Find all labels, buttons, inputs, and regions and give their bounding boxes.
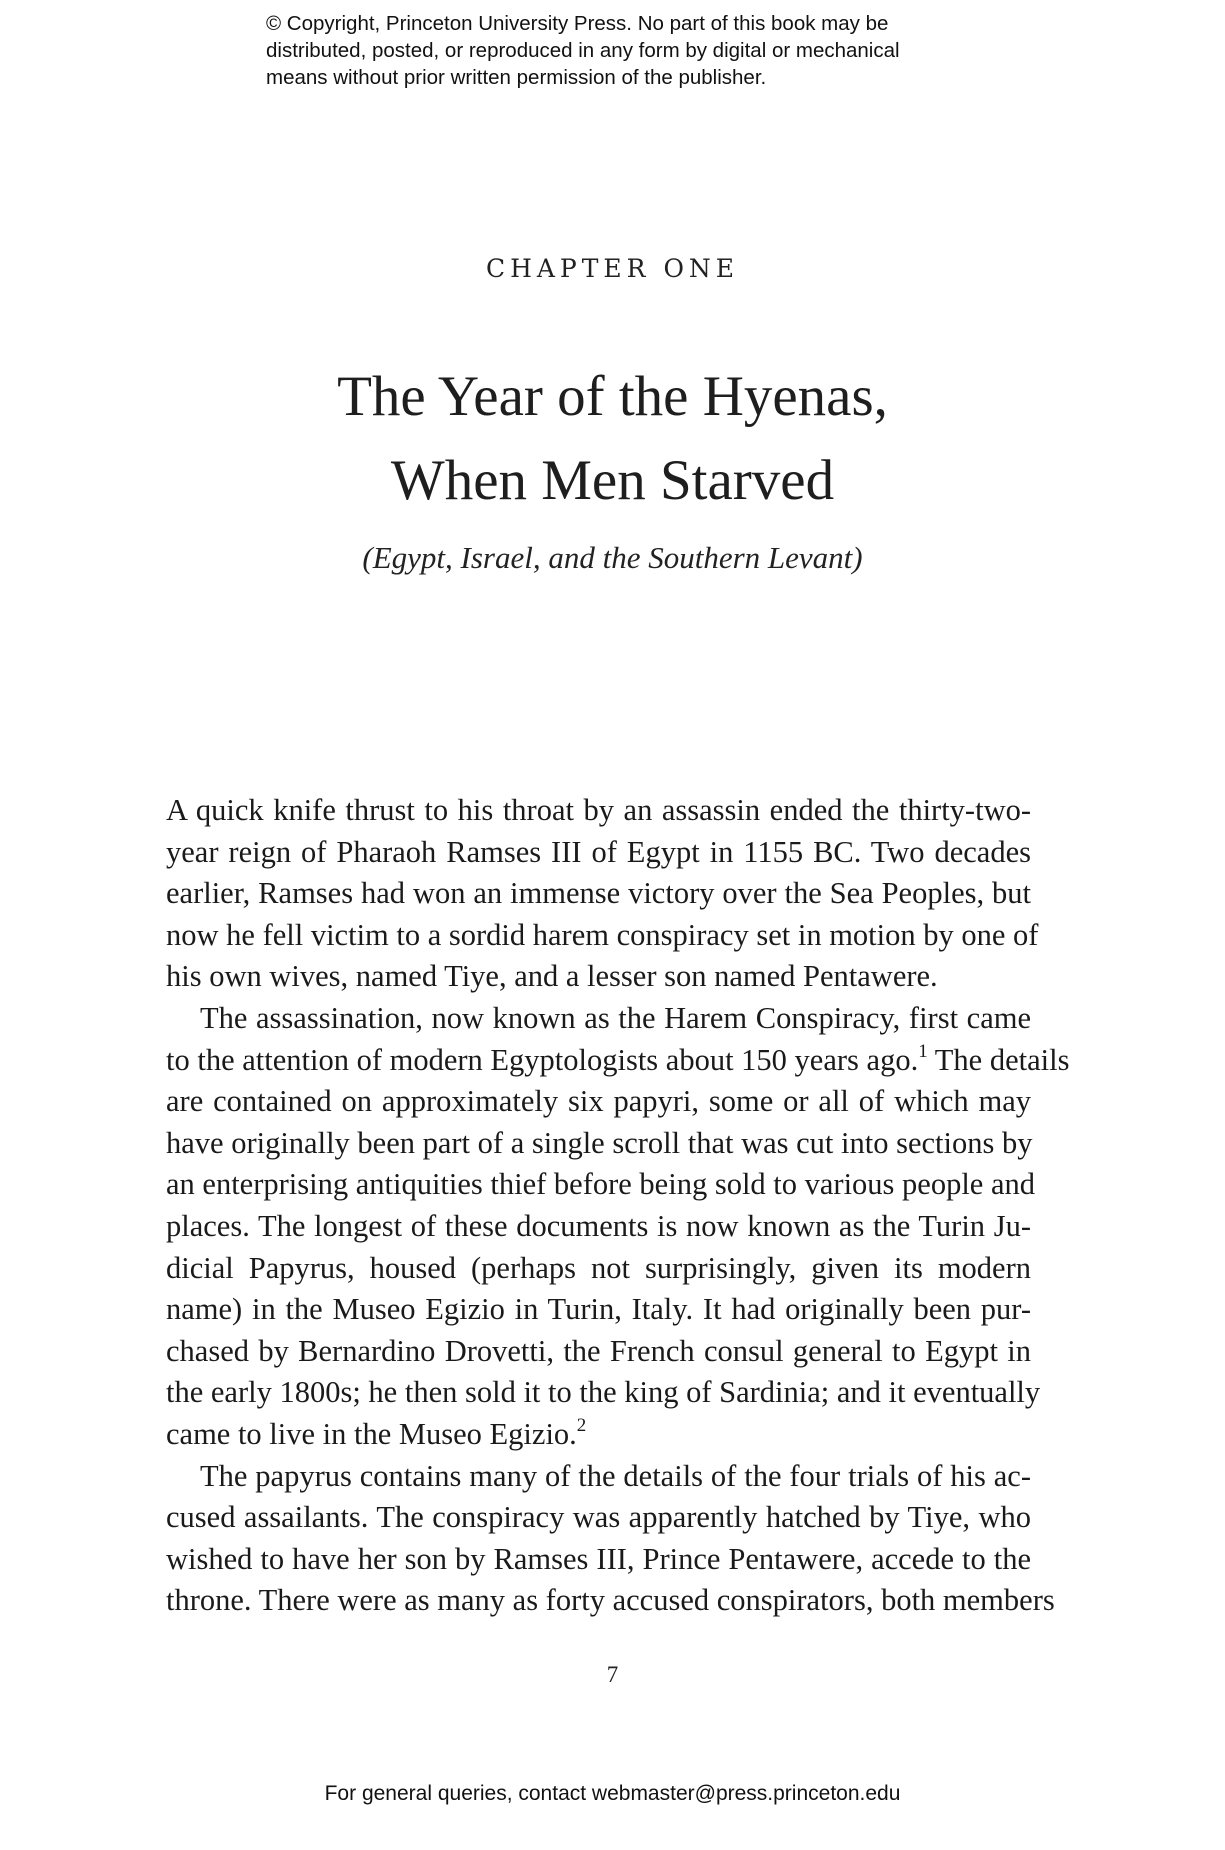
footnote-marker: 2	[576, 1414, 587, 1436]
chapter-title	[0, 355, 1225, 523]
text-line: an enterprising antiquities thief before being sold to various people and	[166, 1167, 1036, 1202]
page-number: 7	[606, 1662, 619, 1687]
text-line	[166, 1414, 1031, 1456]
text-line: A quick knife thrust to his throat by an assassin ended the thirty-two-	[166, 793, 1031, 827]
text-line: year reign of Pharaoh Ramses III of Egypt in 1155 BC. Two decades	[166, 834, 1031, 869]
chapter-title-line: When Men Starved	[390, 449, 835, 512]
chapter-title-line: The Year of the Hyenas,	[337, 365, 888, 428]
footnote-marker: 1	[918, 1040, 928, 1062]
text-segment: The details	[927, 1042, 1070, 1077]
text-line: have originally been part of a single scroll that was cut into sections by	[166, 1125, 1033, 1160]
body-text	[166, 790, 1070, 1622]
text-line: places. The longest of these documents is now known as the Turin Ju-	[166, 1208, 1031, 1243]
chapter-label: CHAPTER ONE	[485, 254, 740, 283]
text-line: cused assailants. The conspiracy was apparently hatched by Tiye, who	[166, 1500, 1031, 1535]
copyright-line: distributed, posted, or reproduced in any form by digital or mechanical	[266, 39, 900, 62]
chapter-subtitle: (Egypt, Israel, and the Southern Levant)	[362, 540, 863, 575]
copyright-notice	[266, 10, 986, 91]
text-line: dicial Papyrus, housed (perhaps not surprisingly, given its modern	[166, 1250, 1031, 1285]
paragraph-1	[166, 790, 1039, 998]
paragraph-3	[166, 1456, 1055, 1622]
footer-contact: For general queries, contact webmaster@press.princeton.edu	[324, 1782, 901, 1805]
text-line: The papyrus contains many of the details of the four trials of his ac-	[200, 1458, 1031, 1493]
text-line: wished to have her son by Ramses III, Prince Pentawere, accede to the	[166, 1541, 1031, 1576]
text-segment: came to live in the Museo Egizio.	[166, 1416, 577, 1451]
text-line: now he fell victim to a sordid harem conspiracy set in motion by one of	[166, 917, 1039, 952]
text-line: chased by Bernardino Drovetti, the French consul general to Egypt in	[166, 1333, 1031, 1368]
copyright-line: means without prior written permission of the publisher.	[266, 66, 767, 89]
text-line: name) in the Museo Egizio in Turin, Italy. It had originally been pur-	[166, 1292, 1031, 1327]
text-line: are contained on approximately six papyri, some or all of which may	[166, 1084, 1031, 1119]
text-line: throne. There were as many as forty accused conspirators, both members	[166, 1583, 1055, 1618]
text-line: his own wives, named Tiye, and a lesser son named Pentawere.	[166, 959, 938, 994]
text-line: the early 1800s; he then sold it to the king of Sardinia; and it eventually	[166, 1375, 1041, 1410]
text-line: earlier, Ramses had won an immense victory over the Sea Peoples, but	[166, 876, 1031, 911]
paragraph-2	[166, 998, 1070, 1456]
text-segment: to the attention of modern Egyptologists about 150 years ago.	[166, 1042, 919, 1077]
copyright-line: © Copyright, Princeton University Press. No part of this book may be	[266, 12, 889, 35]
text-line: The assassination, now known as the Harem Conspiracy, first came	[200, 1000, 1031, 1035]
text-line	[166, 1040, 1070, 1082]
